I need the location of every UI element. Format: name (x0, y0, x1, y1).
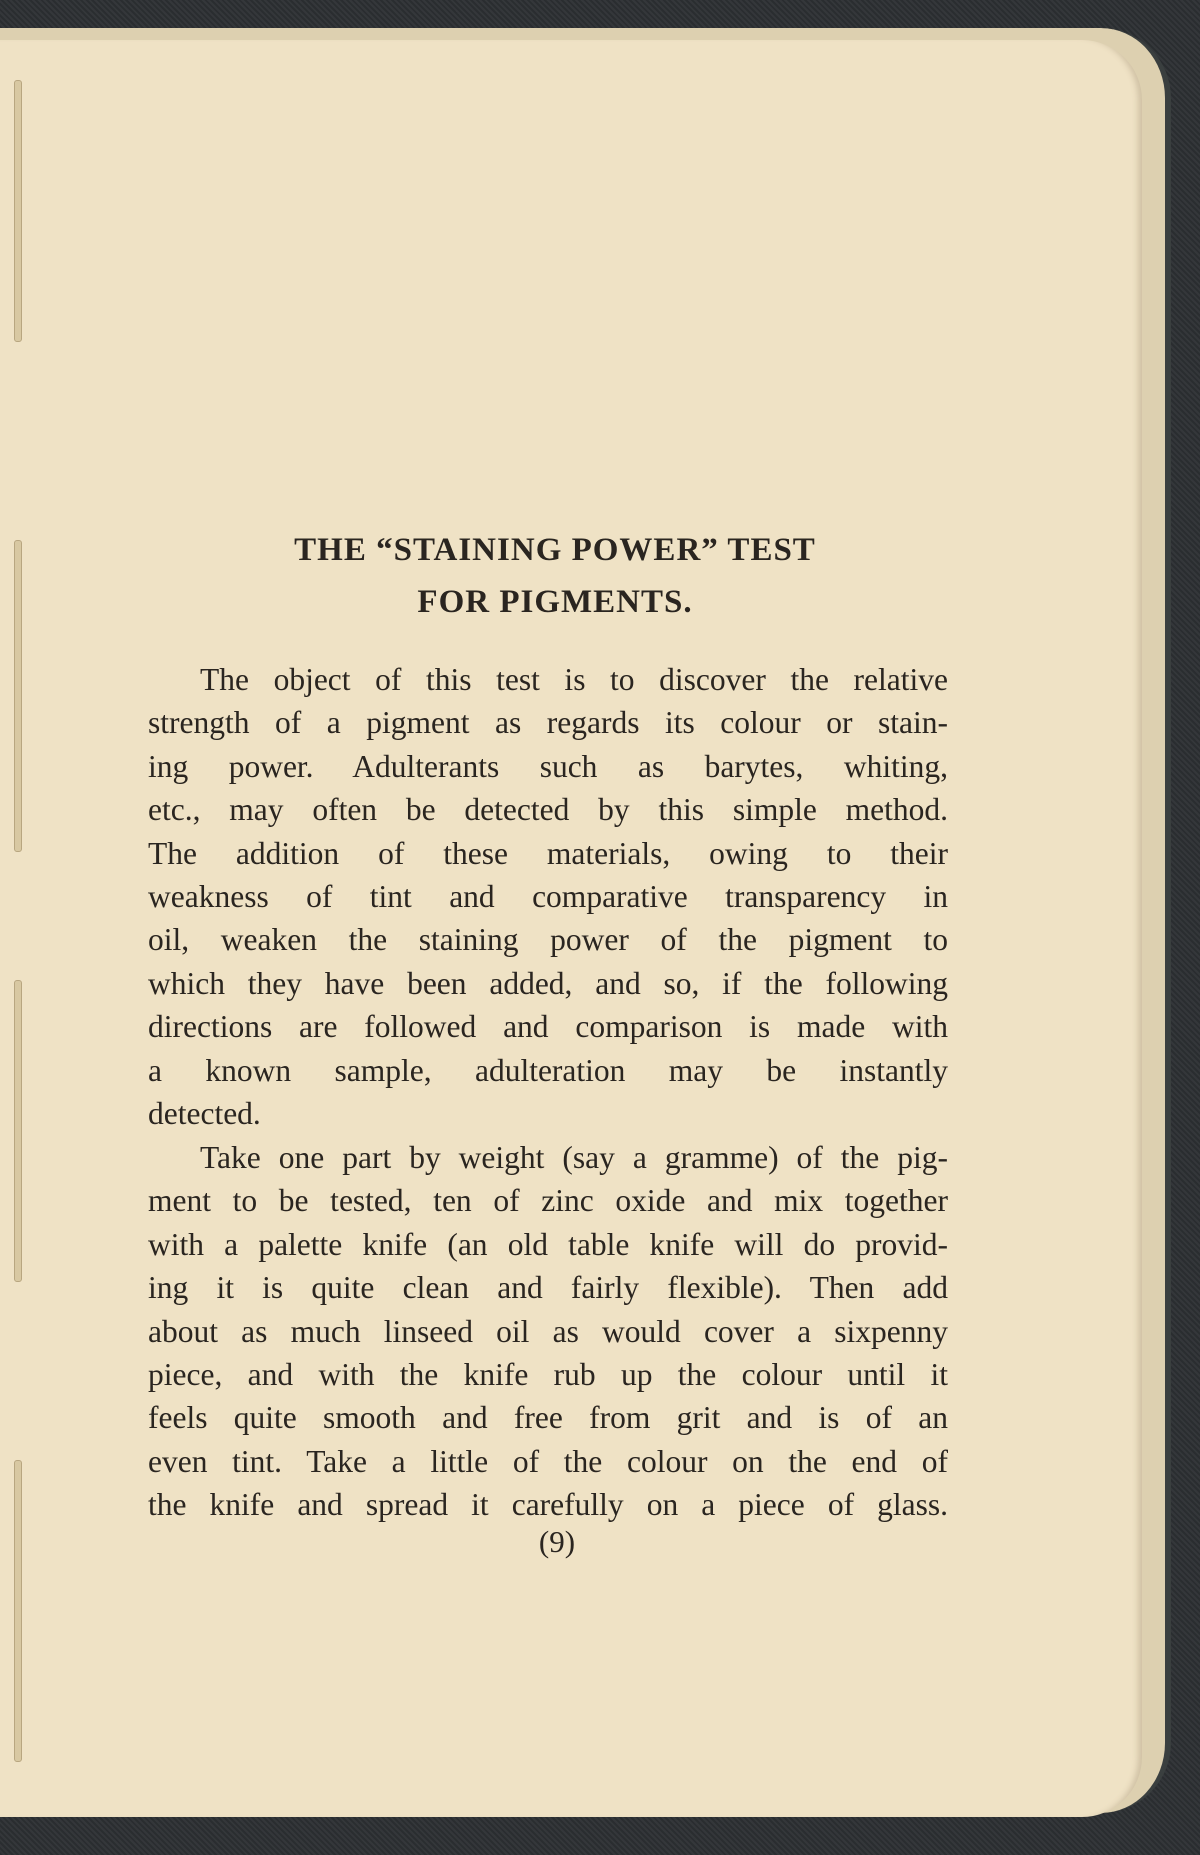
text-line: strength of a pigment as regards its colour or stain- (148, 705, 948, 741)
page-number: (9) (538, 1524, 576, 1559)
text-line: directions are followed and comparison is made with (148, 1009, 948, 1045)
paragraph-1 (148, 658, 948, 1135)
text-line: The addition of these materials, owing to their (148, 835, 948, 871)
text-line: feels quite smooth and free from grit and is of an (148, 1400, 948, 1436)
text-line: with a palette knife (an old table knife will do provid- (148, 1226, 948, 1262)
heading-line-1: THE “STAINING POWER” TEST (294, 532, 816, 568)
text-line: ment to be tested, ten of zinc oxide and mix together (148, 1183, 948, 1219)
text-line: a known sample, adulteration may be instantly (148, 1052, 948, 1088)
text-line: ing power. Adulterants such as barytes, whiting, (148, 748, 948, 784)
paragraph-2 (148, 1136, 948, 1527)
binding-thread (14, 1460, 22, 1762)
text-line: even tint. Take a little of the colour on the end of (148, 1443, 948, 1479)
heading-line-2: FOR PIGMENTS. (417, 584, 693, 620)
binding-thread (14, 980, 22, 1282)
text-line: etc., may often be detected by this simple method. (148, 792, 948, 828)
binding-thread (14, 80, 22, 342)
text-line: the knife and spread it carefully on a piece of glass. (148, 1487, 948, 1523)
text-line: oil, weaken the staining power of the pigment to (148, 922, 948, 958)
text-line: which they have been added, and so, if the following (148, 965, 948, 1001)
text-line: Take one part by weight (say a gramme) of the pig- (200, 1140, 948, 1175)
text-line: detected. (148, 1095, 261, 1131)
binding-thread (14, 540, 22, 852)
text-line: about as much linseed oil as would cover a sixpenny (148, 1313, 948, 1349)
text-line: The object of this test is to discover the relative (200, 662, 948, 697)
text-line: ing it is quite clean and fairly flexible). Then add (148, 1270, 948, 1306)
text-line: piece, and with the knife rub up the colour until it (148, 1356, 948, 1392)
text-line: weakness of tint and comparative transparency in (148, 878, 948, 914)
